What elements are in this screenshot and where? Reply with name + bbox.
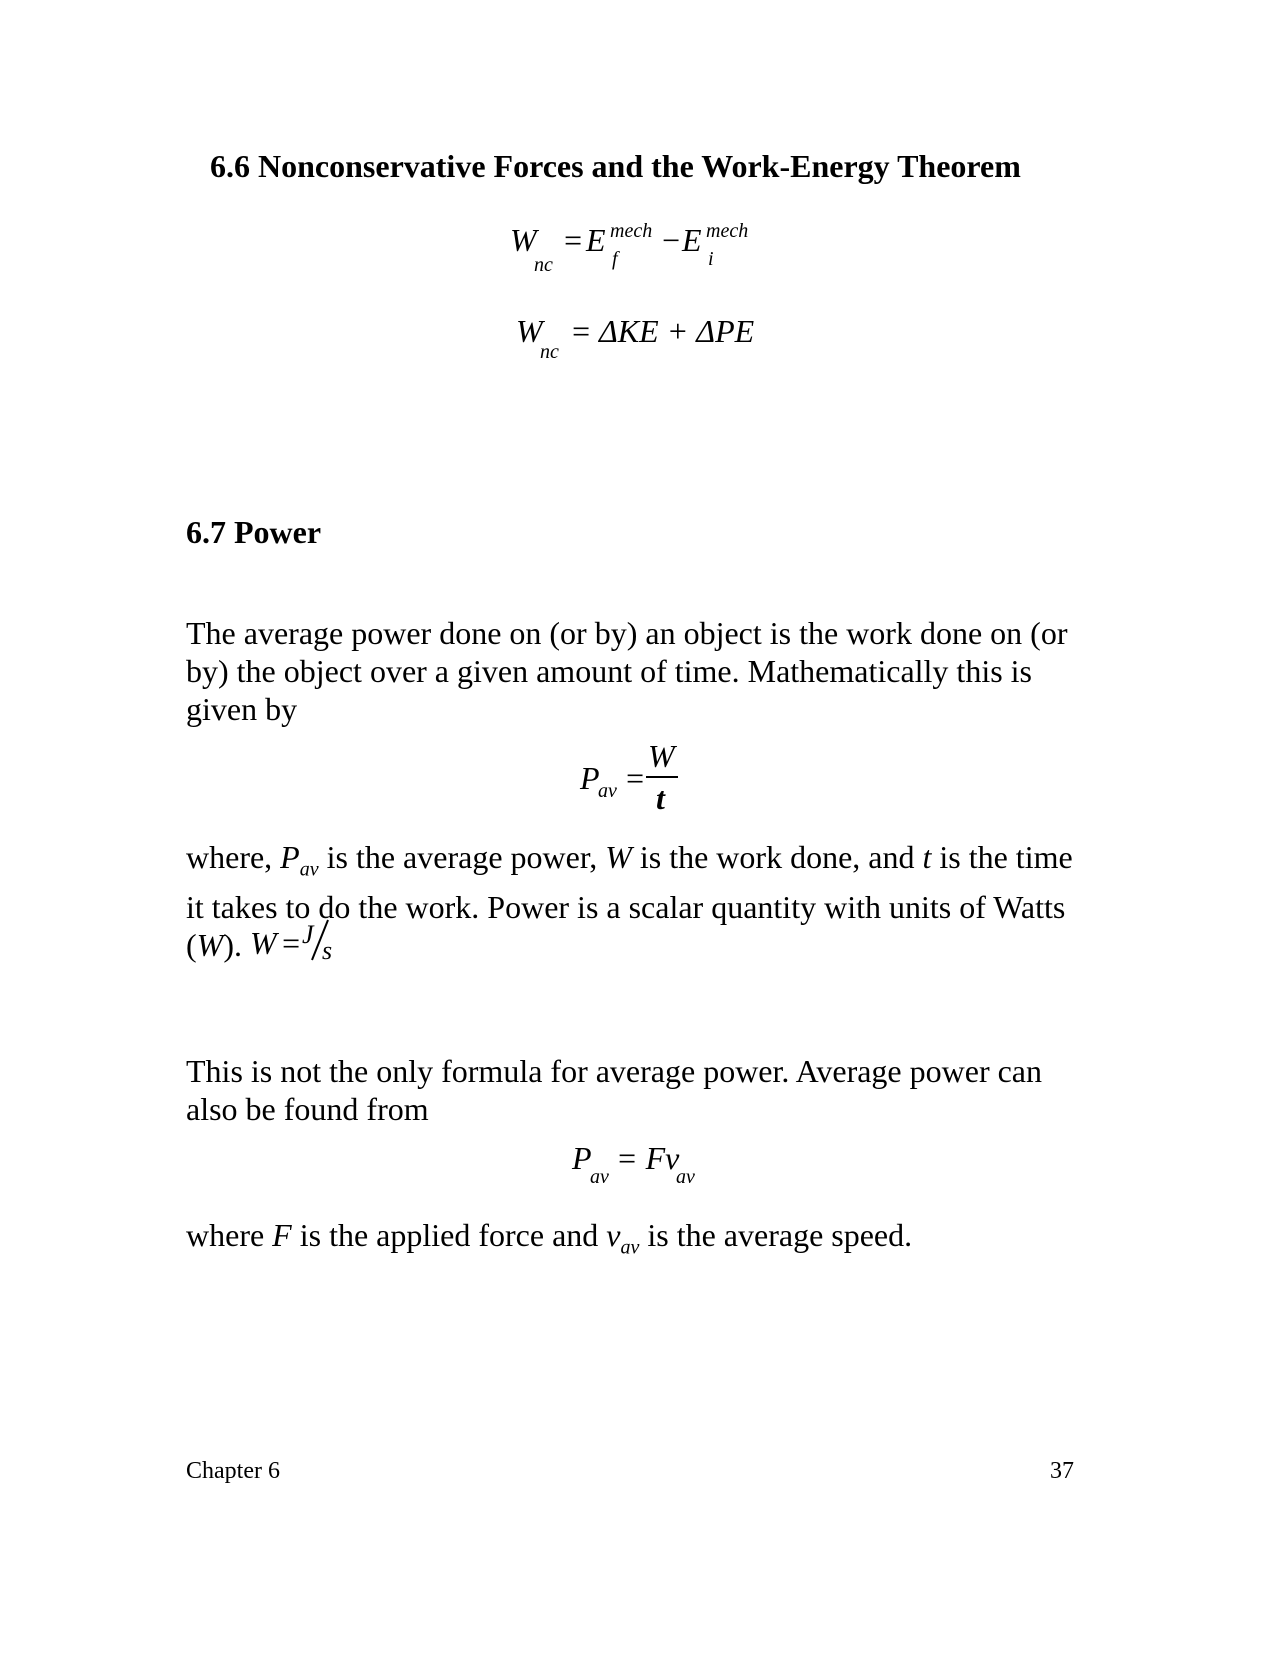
power-definition-paragraph <box>186 614 1086 728</box>
eq2-rhs: = ΔKE + ΔPE <box>570 313 755 349</box>
para2-t5: ). <box>223 927 250 964</box>
para4-t3: is the average speed. <box>639 1217 913 1253</box>
section-6-6-title: 6.6 Nonconservative Forces and the Work-Energy Theorem <box>210 148 1021 184</box>
power-variables-paragraph <box>186 838 1086 964</box>
unit-equals: = <box>279 925 302 962</box>
eq1-minus: − <box>660 222 682 258</box>
eq2-nc: nc <box>540 341 559 363</box>
para2-t3: is the work done, and <box>631 839 923 875</box>
para2-W: W <box>605 839 632 875</box>
para2-t: t <box>922 839 932 875</box>
para4-F: F <box>272 1217 292 1253</box>
equation-power-force-speed <box>572 1140 722 1190</box>
para2-t2: is the average power, <box>318 839 606 875</box>
eq4-P: P <box>572 1140 592 1176</box>
footer-chapter: Chapter 6 <box>186 1458 280 1484</box>
watt-unit-expression <box>249 920 350 966</box>
eq1-f: f <box>612 248 618 270</box>
eq3-equals: = <box>624 760 646 796</box>
eq1-mech-initial: mech <box>706 220 749 242</box>
alternate-formula-paragraph <box>186 1052 1086 1128</box>
eq4-rhs: = Fv <box>616 1140 680 1176</box>
para3-text: This is not the only formula for average power. Average power can also be found from <box>186 1053 1042 1127</box>
para2-t4: is the time it takes to do the work. Power is a scalar quantity with units of Watts ( <box>186 839 1073 964</box>
para1-text: The average power done on (or by) an object is the work done on (or by) the object over a given amount of time. Mathematically this is given by <box>186 615 1068 727</box>
eq2-W: W <box>516 313 543 349</box>
eq3-P: P <box>580 760 600 796</box>
section-6-7-title: 6.7 Power <box>186 514 322 550</box>
unit-W: W <box>249 925 277 962</box>
unit-s: s <box>321 936 333 966</box>
eq1-mech-final: mech <box>610 220 653 242</box>
eq1-E-final: E <box>586 222 606 258</box>
eq4-av2: av <box>676 1166 695 1188</box>
unit-J: J <box>301 920 314 950</box>
para2-W2: W <box>196 927 224 964</box>
eq1-i: i <box>708 248 714 270</box>
para4-av: av <box>620 1236 640 1259</box>
para4-t2: is the applied force and <box>291 1217 607 1253</box>
equation-work-delta-energy <box>516 313 776 363</box>
equation-average-power <box>580 738 700 816</box>
para4-v: v <box>606 1217 621 1253</box>
para4-t1: where <box>186 1217 273 1253</box>
eq1-nc: nc <box>534 254 553 276</box>
force-speed-paragraph <box>186 1216 1086 1266</box>
eq4-av1: av <box>590 1166 609 1188</box>
eq3-numerator: W <box>648 738 675 774</box>
para2-t1: where, <box>186 839 281 875</box>
eq1-E-initial: E <box>682 222 702 258</box>
eq3-av: av <box>598 780 617 802</box>
eq3-denominator: t <box>656 780 665 816</box>
eq3-fraction-bar <box>646 776 678 778</box>
eq1-W: W <box>510 222 537 258</box>
para2-P: P <box>280 839 300 875</box>
para2-av: av <box>299 858 319 881</box>
footer-page-number: 37 <box>1050 1458 1074 1484</box>
eq1-equals: = <box>562 222 584 258</box>
equation-work-mech-energy <box>510 222 770 282</box>
